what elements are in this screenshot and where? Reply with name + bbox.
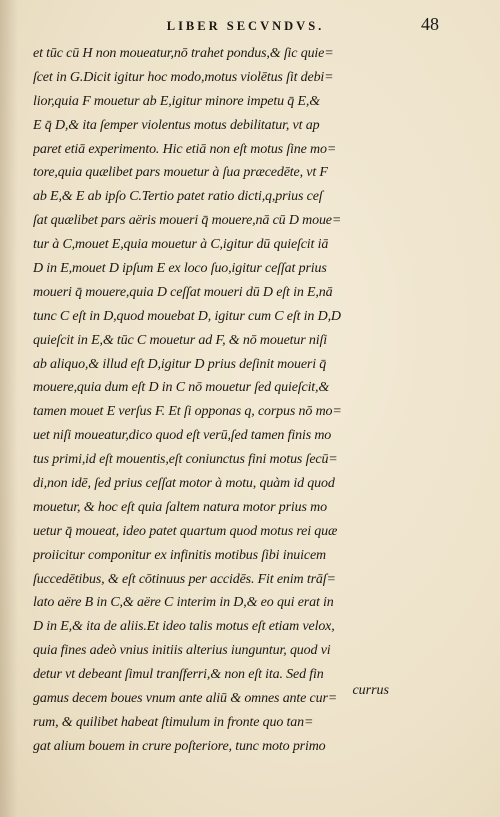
catchword: currus bbox=[352, 683, 389, 698]
text-line: ſcet in G.Dicit igitur hoc modo,motus violētus ſit debi= bbox=[33, 69, 334, 85]
text-line: detur vt debeant ſimul tranſferri,& non eſt ita. Sed fin bbox=[33, 667, 324, 683]
running-title: LIBER SECVNDVS. bbox=[166, 19, 325, 33]
text-line: gamus decem boues vnum ante aliū & omnes ante cur= bbox=[33, 691, 338, 707]
text-line: proiicitur componitur ex infinitis motibus ſibi inuicem bbox=[33, 547, 326, 563]
text-line: paret etiā experimento. Hic etiā non eſt motus ſine mo= bbox=[33, 141, 337, 157]
text-line: E q̄ D,& ita ſemper violentus motus debilitatur, vt ap bbox=[33, 117, 320, 133]
text-line: tore,quia quælibet pars mouetur à ſua præcedēte, vt F bbox=[33, 165, 328, 181]
text-line: ab aliquo,& illud eſt D,igitur D prius deſinit moueri q̄ bbox=[33, 356, 327, 372]
text-line: ab E,& E ab ipſo C.Tertio patet ratio dicti,q,prius ceſ bbox=[33, 189, 323, 205]
text-line: tunc C eſt in D,quod mouebat D, igitur cum C eſt in D,D bbox=[33, 308, 341, 324]
text-line: tamen mouet E verſus F. Et ſi opponas q, corpus nō mo= bbox=[33, 404, 342, 420]
text-line: tus primi,id eſt mouentis,eſt coniunctus fini motus ſecū= bbox=[33, 452, 338, 468]
page-number: 48 bbox=[421, 14, 439, 34]
text-block bbox=[33, 42, 389, 759]
text-line: ſuccedētibus, & eſt cōtinuus per accidēs. Fit enim trāſ= bbox=[33, 571, 336, 587]
text-line: uet niſi moueatur,dico quod eſt verū,ſed tamen finis mo bbox=[33, 428, 332, 444]
text-line: D in E,& ita de aliis.Et ideo talis motus eſt etiam velox, bbox=[33, 619, 335, 635]
text-line: D in E,mouet D ipſum E ex loco ſuo,igitur ceſſat prius bbox=[33, 261, 327, 277]
text-line: uetur q̄ moueat, ideo patet quartum quod motus rei quæ bbox=[33, 523, 338, 539]
text-line: quieſcit in E,& tūc C mouetur ad F, & nō mouetur niſi bbox=[33, 332, 327, 348]
text-line: di,non idē, ſed prius ceſſat motor à motu, quàm id quod bbox=[33, 476, 335, 492]
text-line: et tūc cū H non moueatur,nō trahet pondus,& ſic quie= bbox=[33, 46, 334, 61]
text-line: rum, & quilibet habeat ſtimulum in fronte quo tan= bbox=[33, 714, 314, 730]
gutter-shadow bbox=[0, 0, 18, 817]
text-line: ſat quælibet pars aëris moueri q̄ mouere,nā cū D moue= bbox=[33, 213, 342, 229]
text-line: mouere,quia dum eſt D in C nō mouetur ſed quieſcit,& bbox=[33, 380, 330, 396]
text-line: quia fines adeò vnius initiis alterius iunguntur, quod vi bbox=[33, 643, 331, 659]
text-line: gat alium bouem in crure poſteriore, tunc moto primo bbox=[33, 738, 326, 754]
text-line: lior,quia F mouetur ab E,igitur minore impetu q̄ E,& bbox=[33, 93, 320, 109]
text-line: moueri q̄ mouere,quia D ceſſat moueri dū D eſt in E,nā bbox=[33, 284, 333, 300]
text-line: lato aëre B in C,& aëre C interim in D,& eo qui erat in bbox=[33, 595, 334, 611]
text-line: tur à C,mouet E,quia mouetur à C,igitur dū quieſcit iā bbox=[33, 237, 329, 253]
running-header bbox=[58, 14, 439, 38]
text-line: mouetur, & hoc eſt quia ſaltem natura motor prius mo bbox=[33, 499, 327, 515]
